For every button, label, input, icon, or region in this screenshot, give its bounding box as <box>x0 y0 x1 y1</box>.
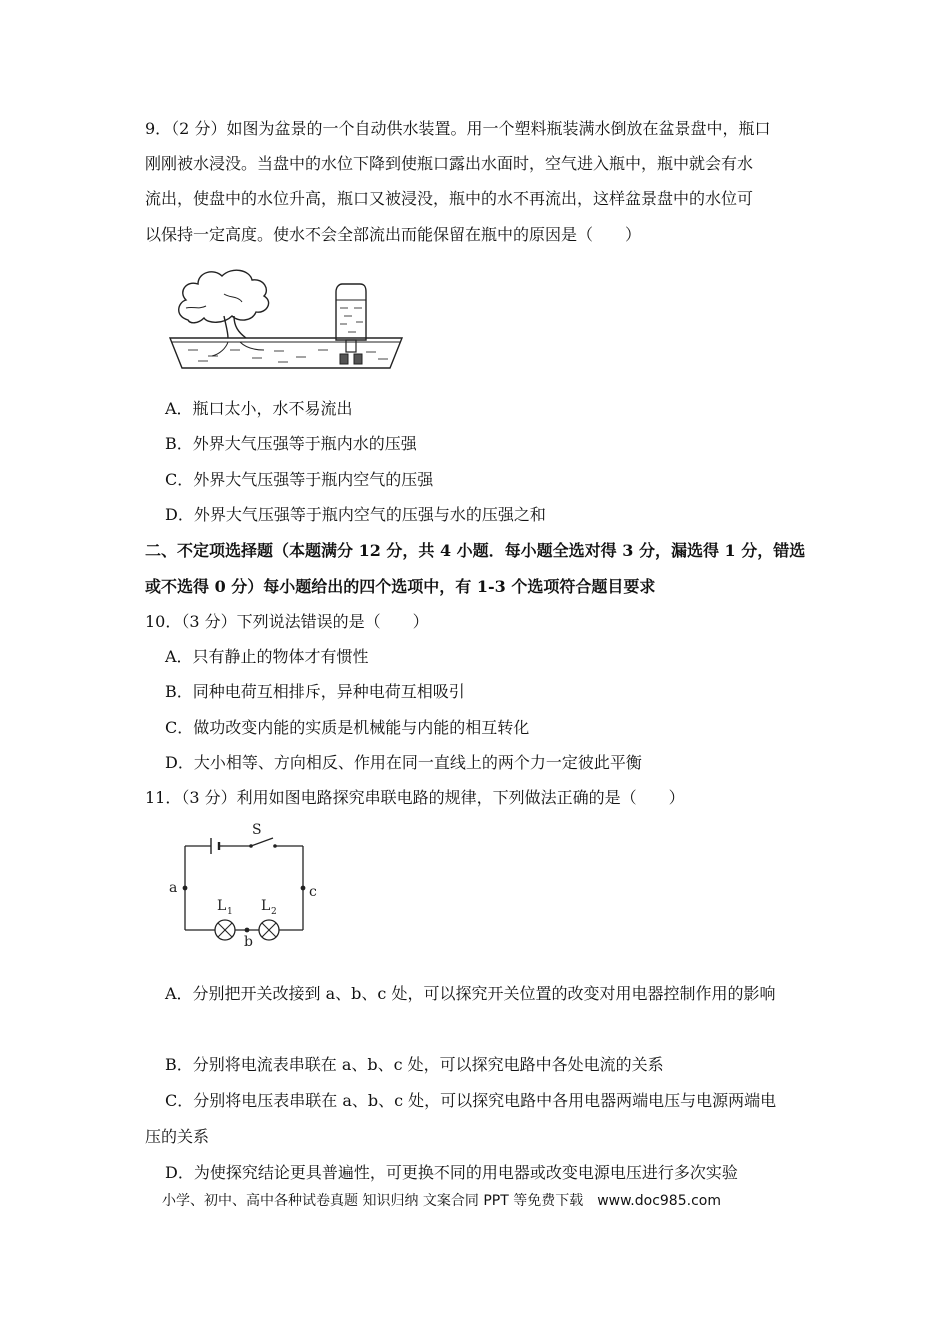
q9-line-1: 9．（2 分）如图为盆景的一个自动供水装置。用一个塑料瓶装满水倒放在盆景盘中，瓶口 <box>145 119 771 138</box>
q9-line-3: 流出，使盘中的水位升高，瓶口又被浸没，瓶中的水不再流出，这样盆景盘中的水位可 <box>145 189 754 208</box>
lamp-l1-label: L <box>217 898 227 914</box>
q9-option-c: C．外界大气压强等于瓶内空气的压强 <box>165 470 434 489</box>
q9-option-a: A．瓶口太小，水不易流出 <box>165 399 353 418</box>
q11-option-c-line-2: 压的关系 <box>145 1127 210 1146</box>
q11-option-b: B．分别将电流表串联在 a、b、c 处，可以探究电路中各处电流的关系 <box>165 1055 664 1074</box>
q9-line-4: 以保持一定高度。使水不会全部流出而能保留在瓶中的原因是（ ） <box>145 225 642 244</box>
q10-stem: 10．（3 分）下列说法错误的是（ ） <box>145 612 429 631</box>
section2-line-2: 或不选得 0 分）每小题给出的四个选项中，有 1-3 个选项符合题目要求 <box>145 577 656 596</box>
section2-line-1: 二、不定项选择题（本题满分 12 分，共 4 小题．每小题全选对得 3 分，漏选得 1 分，错选 <box>145 541 806 560</box>
q10-option-b: B．同种电荷互相排斥，异种电荷互相吸引 <box>165 682 465 701</box>
point-c-label: c <box>309 884 317 900</box>
point-b-label: b <box>244 934 253 950</box>
q9-option-d: D．外界大气压强等于瓶内空气的压强与水的压强之和 <box>165 505 546 524</box>
q9-line-2: 刚刚被水浸没。当盘中的水位下降到使瓶口露出水面时，空气进入瓶中，瓶中就会有水 <box>145 154 754 173</box>
point-a-label: a <box>169 880 178 896</box>
page-footer: 小学、初中、高中各种试卷真题 知识归纳 文案合同 PPT 等免费下载 www.doc985.com <box>162 1193 721 1209</box>
q9-option-b: B．外界大气压强等于瓶内水的压强 <box>165 434 417 453</box>
q10-option-a: A．只有静止的物体才有惯性 <box>165 647 369 666</box>
q10-option-c: C．做功改变内能的实质是机械能与内能的相互转化 <box>165 718 530 737</box>
q11-option-d: D．为使探究结论更具普遍性，可更换不同的用电器或改变电源电压进行多次实验 <box>165 1163 738 1182</box>
q10-option-d: D．大小相等、方向相反、作用在同一直线上的两个力一定彼此平衡 <box>165 753 642 772</box>
lamp-l2-label: L <box>261 898 271 914</box>
switch-label: S <box>252 822 262 838</box>
lamp-l2-subscript: 2 <box>271 907 277 917</box>
q11-option-a: A．分别把开关改接到 a、b、c 处，可以探究开关位置的改变对用电器控制作用的影响 <box>165 984 776 1003</box>
q11-option-c-line-1: C．分别将电压表串联在 a、b、c 处，可以探究电路中各用电器两端电压与电源两端电 <box>165 1091 777 1110</box>
lamp-l1-subscript: 1 <box>227 907 233 917</box>
series-circuit-diagram <box>163 818 323 950</box>
bonsai-watering-figure <box>168 258 404 372</box>
q11-stem: 11．（3 分）利用如图电路探究串联电路的规律，下列做法正确的是（ ） <box>145 788 685 807</box>
